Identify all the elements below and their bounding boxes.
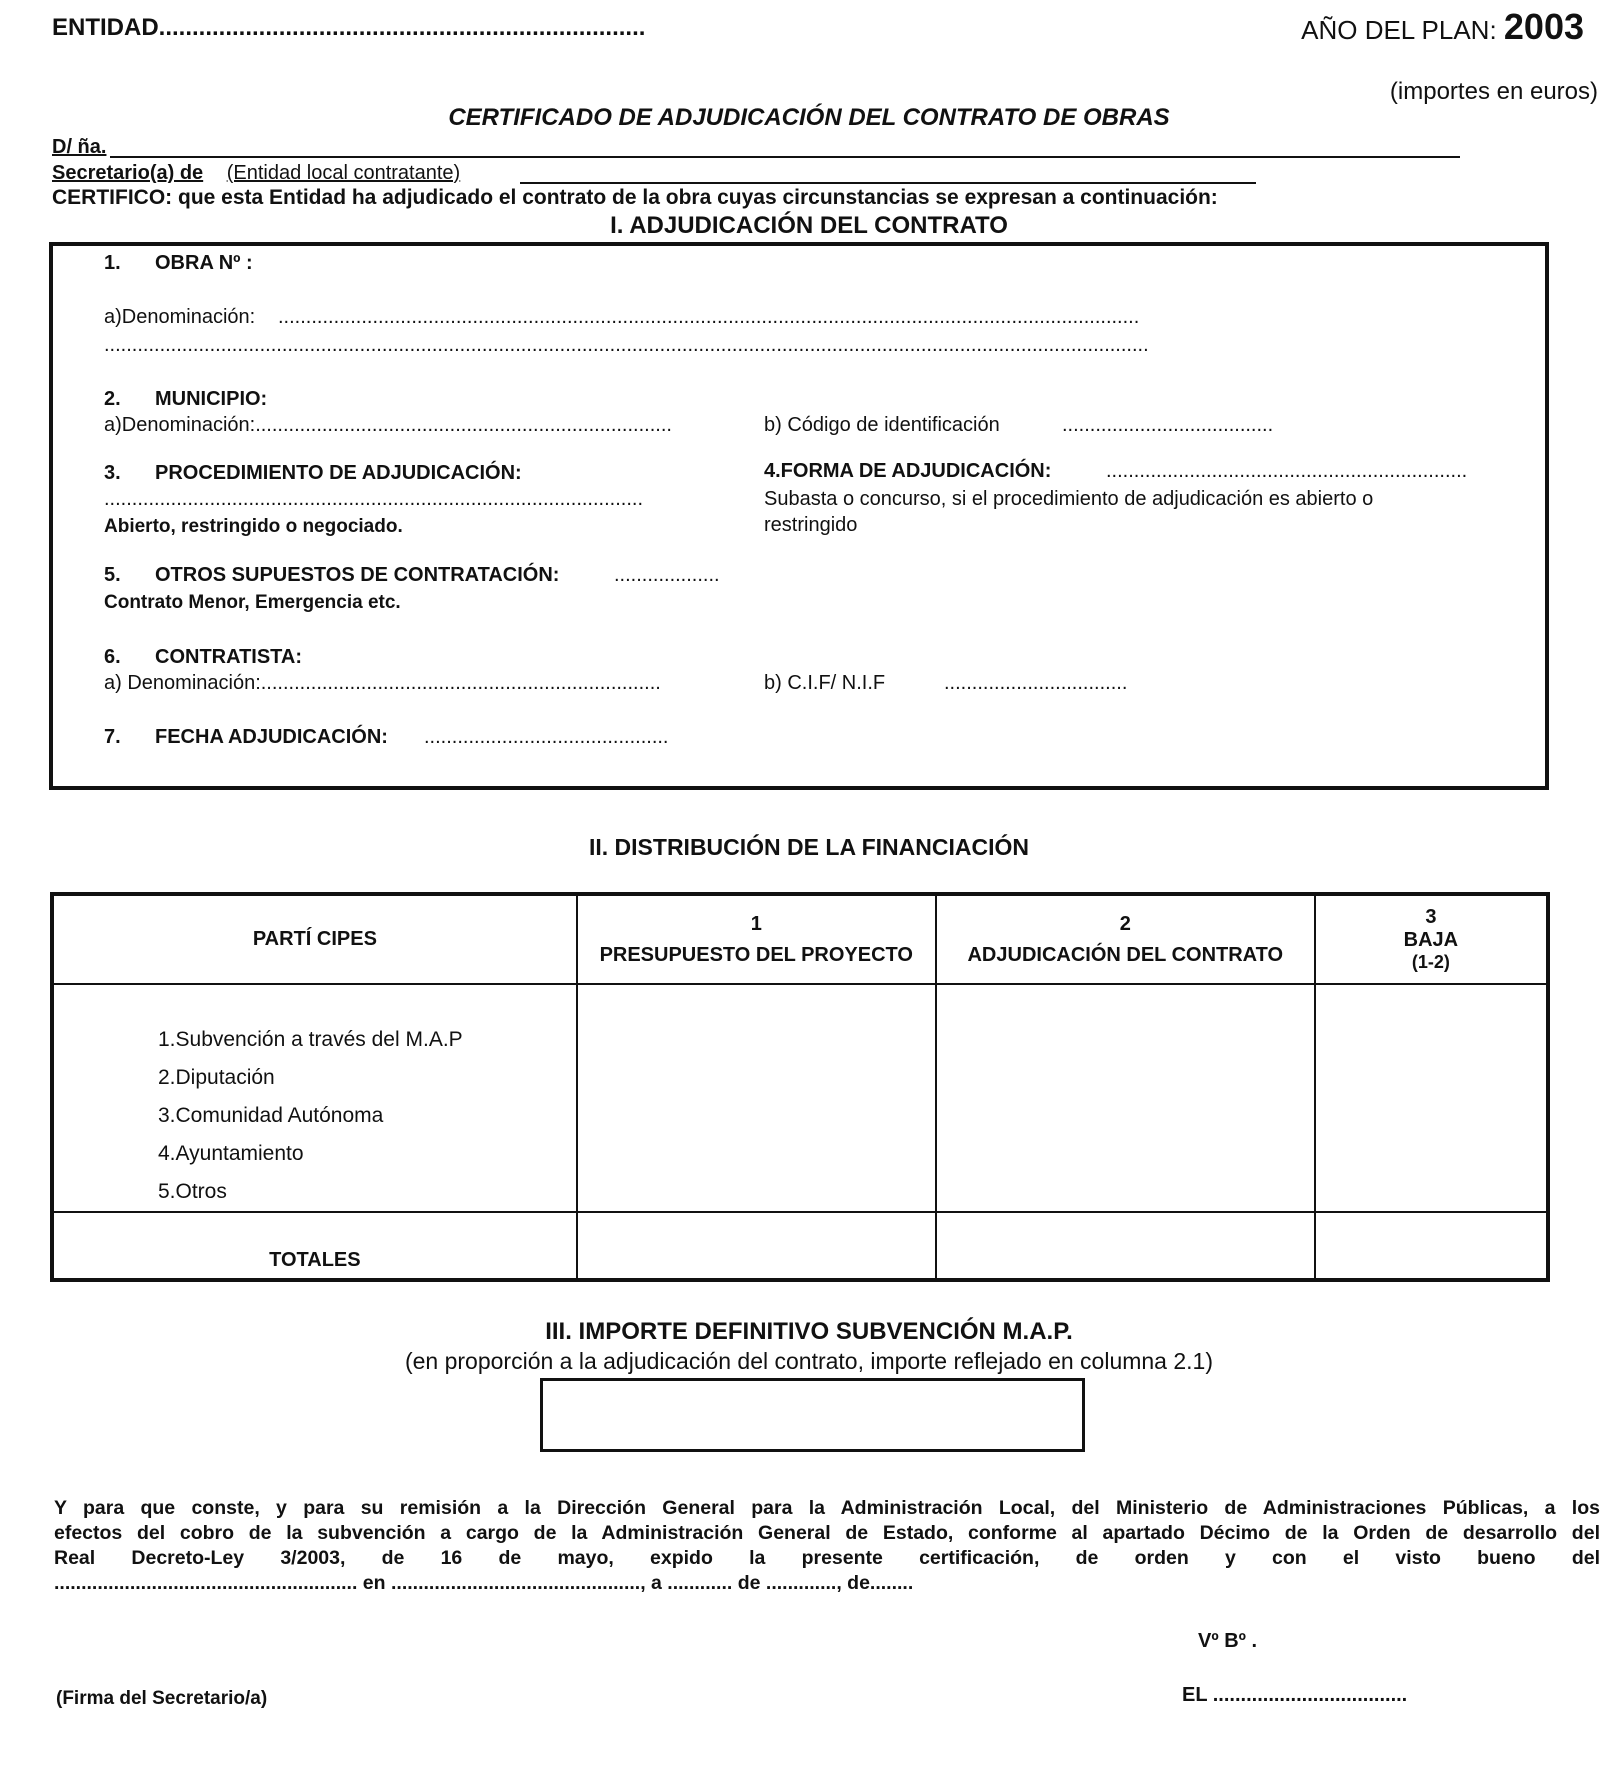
forma-hint-line1: Subasta o concurso, si el procedimiento de adjudicación es abierto o <box>764 488 1374 510</box>
contratista-num: 6. <box>104 646 121 668</box>
list-item: 4.Ayuntamiento <box>158 1142 304 1165</box>
closing-line-4: ........................................................ en .............................................., a ............ de ............., de........ <box>54 1572 914 1594</box>
list-item: 2.Diputación <box>158 1066 275 1089</box>
fecha-dots: ............................................ <box>424 726 669 748</box>
certifico-statement: CERTIFICO: que esta Entidad ha adjudicado el contrato de la obra cuyas circunstancias se expresan a continuación: <box>52 186 1218 209</box>
closing-line-1: Y para que conste, y para su remisión a la Dirección General para la Administración Local, del Ministerio de Administraciones Públicas, a los <box>54 1497 1600 1519</box>
secretario-underline <box>520 182 1256 184</box>
section1-title: I. ADJUDICACIÓN DEL CONTRATO <box>610 212 1008 239</box>
dna-underline <box>110 156 1460 158</box>
col-presupuesto-label: PRESUPUESTO DEL PROYECTO <box>599 943 913 966</box>
otros-num: 5. <box>104 564 121 586</box>
col-adjudicacion-header <box>936 894 1315 984</box>
obra-denominacion-label: a)Denominación: <box>104 306 256 328</box>
col-presupuesto-num: 1 <box>750 912 762 935</box>
firma-secretario-label: (Firma del Secretario/a) <box>56 1688 268 1709</box>
cell-adjudicacion[interactable] <box>936 984 1315 1212</box>
fecha-num: 7. <box>104 726 121 748</box>
col-baja-label: BAJA <box>1403 929 1459 951</box>
totales-presupuesto[interactable] <box>577 1212 936 1280</box>
procedimiento-dots: ................................................................................................. <box>104 488 643 510</box>
closing-line-2: efectos del cobro de la subvención a cargo de la Administración General de Estado, conforme al apartado Décimo de la Orden de desarrollo del <box>54 1522 1600 1544</box>
forma-hint-line2: restringido <box>764 514 858 536</box>
page-title: CERTIFICADO DE ADJUDICACIÓN DEL CONTRATO DE OBRAS <box>448 104 1170 131</box>
municipio-num: 2. <box>104 388 121 410</box>
totales-baja[interactable] <box>1315 1212 1548 1280</box>
visto-bueno-label: Vº Bº . <box>1198 1630 1258 1652</box>
table-row <box>52 984 1548 1212</box>
municipio-label: MUNICIPIO: <box>155 388 268 410</box>
procedimiento-label: PROCEDIMIENTO DE ADJUDICACIÓN: <box>155 462 522 484</box>
col-baja-sub: (1-2) <box>1411 952 1450 972</box>
secretario-entity: (Entidad local contratante) <box>226 162 461 184</box>
cell-presupuesto[interactable] <box>577 984 936 1212</box>
codigo-label: b) Código de identificación <box>764 414 1000 436</box>
importes-note: (importes en euros) <box>1389 78 1598 105</box>
col-baja-header <box>1315 894 1548 984</box>
codigo-dots: ...................................... <box>1062 414 1274 436</box>
importe-definitivo-box[interactable] <box>540 1378 1085 1452</box>
otros-dots: ................... <box>614 564 720 586</box>
el-signature-line: EL ................................... <box>1182 1684 1408 1706</box>
col-presupuesto-header <box>577 894 936 984</box>
otros-hint: Contrato Menor, Emergencia etc. <box>104 592 401 613</box>
list-item: 1.Subvención a través del M.A.P <box>158 1028 463 1051</box>
financiacion-table <box>50 892 1550 1282</box>
participes-list <box>52 984 577 1212</box>
cif-dots: ................................. <box>944 672 1128 694</box>
procedimiento-hint: Abierto, restringido o negociado. <box>104 516 403 537</box>
secretario-field <box>52 162 460 185</box>
table-header-row <box>52 894 1548 984</box>
municipio-denominacion: a)Denominación:........................................................................... <box>104 414 672 436</box>
obra-label: OBRA Nº : <box>155 252 253 274</box>
col-adjudicacion-num: 2 <box>1119 912 1131 935</box>
plan-year: 2003 <box>1503 6 1584 47</box>
secretario-label: Secretario(a) de <box>52 162 204 184</box>
cell-baja[interactable] <box>1315 984 1548 1212</box>
section2-title: II. DISTRIBUCIÓN DE LA FINANCIACIÓN <box>589 834 1029 860</box>
list-item: 5.Otros <box>158 1180 227 1203</box>
closing-line-3: Real Decreto-Ley 3/2003, de 16 de mayo, expido la presente certificación, de orden y con el visto bueno del <box>54 1547 1600 1569</box>
fecha-label: FECHA ADJUDICACIÓN: <box>155 726 388 748</box>
col-participes-header: PARTÍ CIPES <box>52 894 577 984</box>
contratista-denominacion: a) Denominación:........................................................................ <box>104 672 661 694</box>
forma-label: 4.FORMA DE ADJUDICACIÓN: <box>764 460 1052 482</box>
plan-year-label <box>1301 6 1584 48</box>
cif-label: b) C.I.F/ N.I.F <box>764 672 886 694</box>
obra-denominacion-dots: ........................................................................................................................................................... <box>278 306 1140 328</box>
forma-dots: ................................................................. <box>1106 460 1468 482</box>
col-adjudicacion-label: ADJUDICACIÓN DEL CONTRATO <box>967 943 1284 966</box>
section3-subtitle: (en proporción a la adjudicación del contrato, importe reflejado en columna 2.1) <box>404 1348 1214 1374</box>
contratista-label: CONTRATISTA: <box>155 646 303 668</box>
plan-label: AÑO DEL PLAN: <box>1301 15 1497 45</box>
col-baja-num: 3 <box>1425 906 1437 928</box>
otros-label: OTROS SUPUESTOS DE CONTRATACIÓN: <box>155 564 560 586</box>
entidad-field: ENTIDAD......................................................................... <box>52 14 646 41</box>
totales-adjudicacion[interactable] <box>936 1212 1315 1280</box>
closing-paragraph <box>54 1496 1600 1596</box>
obra-denominacion-dots-2: ............................................................................................................................................................................................ <box>104 334 1149 356</box>
totales-row <box>52 1212 1548 1280</box>
dna-field: D/ ña. <box>52 136 107 158</box>
list-item: 3.Comunidad Autónoma <box>158 1104 384 1127</box>
section3-title: III. IMPORTE DEFINITIVO SUBVENCIÓN M.A.P. <box>545 1318 1073 1345</box>
obra-num: 1. <box>104 252 121 274</box>
totales-label: TOTALES <box>52 1212 577 1280</box>
procedimiento-num: 3. <box>104 462 121 484</box>
